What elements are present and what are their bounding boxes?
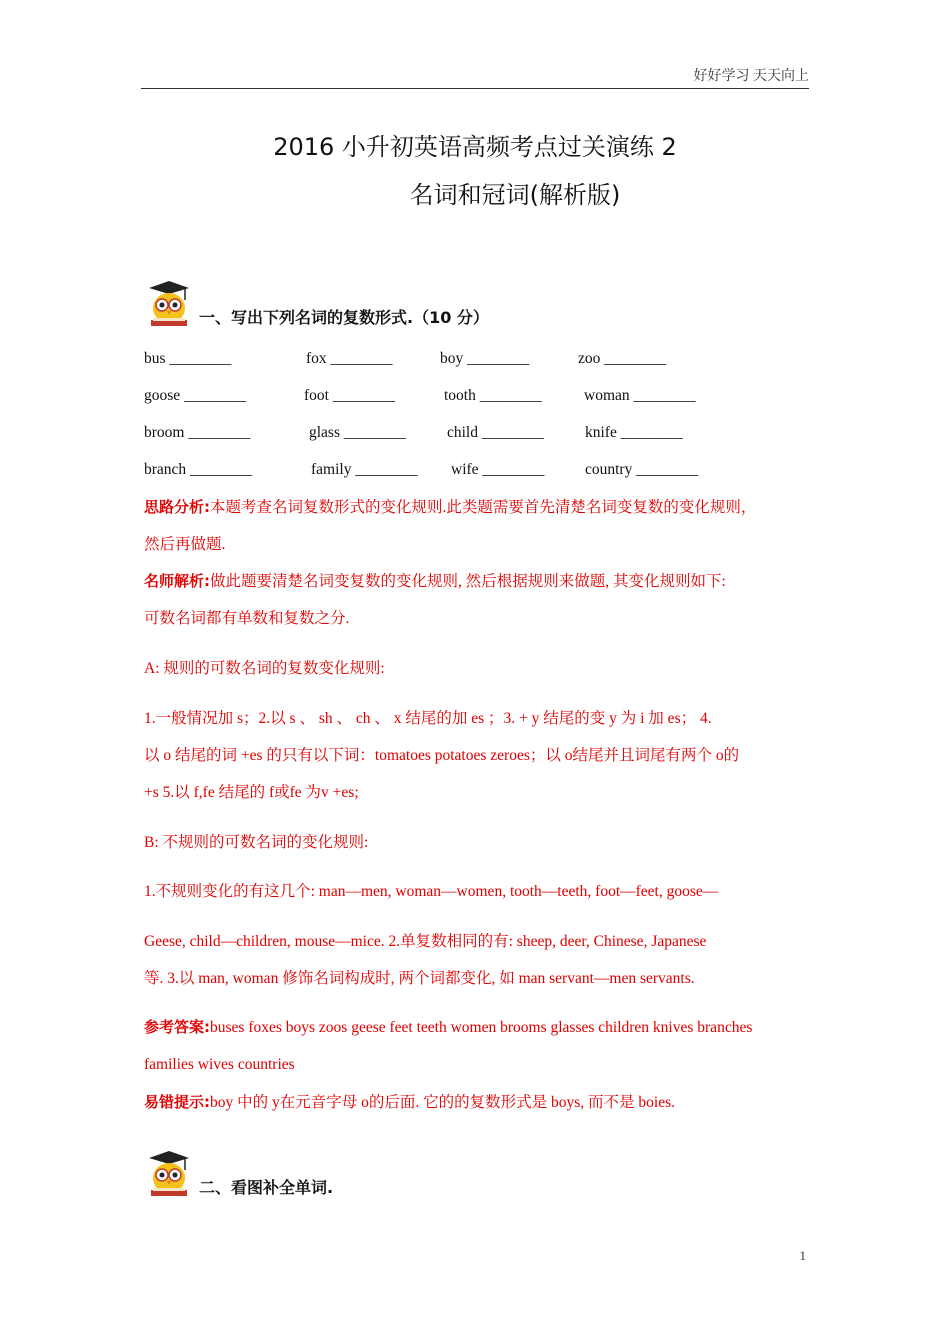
- rule-a-text: +s 5.以 f,fe 结尾的 f或fe 为v +es;: [144, 784, 359, 801]
- rule-a-paragraph: [144, 700, 804, 811]
- tip-paragraph: [144, 1084, 804, 1121]
- rule-a-title: A: 规则的可数名词的复数变化规则:: [144, 660, 385, 677]
- page-header: [141, 66, 809, 89]
- rule-b-paragraph: [144, 923, 804, 997]
- word-blank: knife ________: [585, 424, 683, 441]
- word-blank: woman ________: [584, 387, 696, 404]
- tip-text: boy 中的 y在元音字母 o的后面. 它的的复数形式是 boys, 而不是 boies.: [210, 1094, 676, 1111]
- word-blank: country ________: [585, 461, 699, 478]
- word-blank: family ________: [311, 461, 418, 478]
- word-blank: branch ________: [144, 461, 253, 478]
- section-2-label: 二、看图补全单词.: [199, 1178, 334, 1197]
- analysis-text: 本题考查名词复数形式的变化规则.此类题需要首先清楚名词变复数的变化规则，: [210, 499, 757, 516]
- section-1-label: 一、写出下列名词的复数形式.（10 分）: [199, 308, 489, 327]
- answer-label: 参考答案:: [144, 1018, 210, 1036]
- rule-a-text: 以 o 结尾的词 +es 的只有以下词：tomatoes potatoes zeroes；以 o结尾并且词尾有两个 o的: [144, 747, 740, 764]
- word-blank: foot ________: [304, 387, 395, 404]
- rule-b-title: B: 不规则的可数名词的变化规则:: [144, 834, 369, 851]
- owl-scholar-icon: [141, 278, 193, 328]
- answer-text: buses foxes boys zoos geese feet teeth women brooms glasses children knives branches: [210, 1019, 753, 1036]
- word-blank: glass ________: [309, 424, 406, 441]
- analysis-paragraph: [144, 489, 804, 563]
- word-blank: fox ________: [306, 350, 393, 367]
- word-blank: wife ________: [451, 461, 545, 478]
- section-1-heading: [141, 278, 741, 328]
- rule-b-text: Geese, child—children, mouse—mice. 2.单复数相同的有: sheep, deer, Chinese, Japanese: [144, 933, 707, 950]
- word-blank: zoo ________: [578, 350, 667, 367]
- header-text: 好好学习 天天向上: [693, 69, 809, 84]
- word-blank: bus ________: [144, 350, 232, 367]
- word-blank: boy ________: [440, 350, 530, 367]
- teacher-label: 名师解析:: [144, 572, 210, 590]
- teacher-text: 可数名词都有单数和复数之分.: [144, 610, 350, 627]
- document-title: 2016 小升初英语高频考点过关演练 2: [273, 133, 677, 161]
- analysis-label: 思路分析:: [144, 498, 210, 516]
- word-blank: broom ________: [144, 424, 251, 441]
- rule-b-text: 1.不规则变化的有这几个: man—men, woman—women, tooth—teeth, foot—feet, goose—: [144, 883, 719, 900]
- tip-label: 易错提示:: [144, 1093, 210, 1111]
- section-2-heading: [141, 1148, 741, 1198]
- rule-a-text: 1.一般情况加 s；2.以 s 、 sh 、 ch 、 x 结尾的加 es ；3. + y 结尾的变 y 为 i 加 es； 4.: [144, 710, 712, 727]
- owl-scholar-icon: [141, 1148, 193, 1198]
- rule-b-text: 等. 3.以 man, woman 修饰名词构成时, 两个词都变化, 如 man servant—men servants.: [144, 970, 695, 987]
- word-blank: goose ________: [144, 387, 247, 404]
- teacher-paragraph: [144, 563, 804, 637]
- page-number: 1: [799, 1248, 806, 1263]
- document-subtitle: 名词和冠词(解析版): [409, 181, 621, 209]
- word-blank: tooth ________: [444, 387, 542, 404]
- teacher-text: 做此题要清楚名词变复数的变化规则, 然后根据规则来做题, 其变化规则如下:: [210, 573, 726, 590]
- answer-paragraph: [144, 1009, 804, 1083]
- word-blank: child ________: [447, 424, 544, 441]
- analysis-text: 然后再做题.: [144, 536, 226, 553]
- answer-text: families wives countries: [144, 1056, 295, 1073]
